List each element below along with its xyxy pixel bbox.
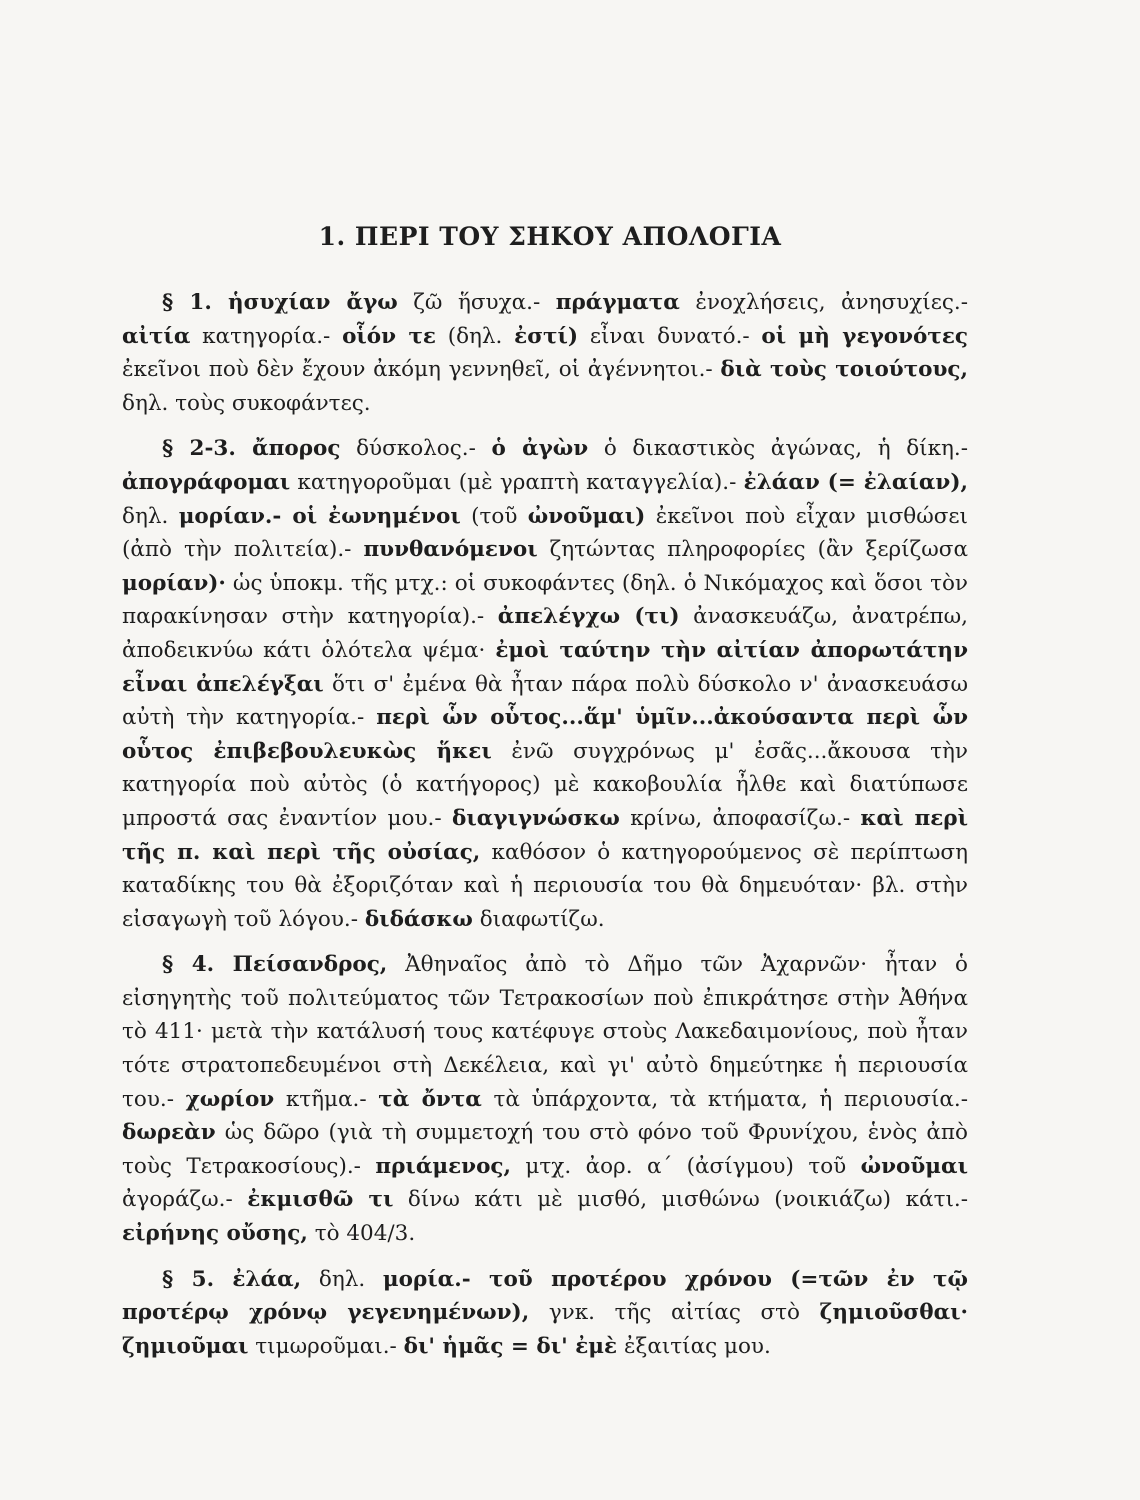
gloss-text: εἶναι δυνατό.- — [578, 323, 762, 349]
gloss-text: γνκ. τῆς αἰτίας στὸ — [529, 1300, 820, 1326]
gloss-text: ζητώντας πληροφορίες (ἂν ξερίζωσα — [537, 537, 968, 563]
gloss-text: δηλ. — [122, 503, 179, 529]
lemma-term: § 1. ἡσυχίαν ἄγω — [162, 290, 398, 315]
commentary-paragraph — [122, 432, 968, 936]
lemma-term: μορίαν)· — [122, 570, 226, 596]
gloss-text: τιμωροῦμαι.- — [248, 1333, 404, 1359]
gloss-text: κατηγοροῦμαι (μὲ γραπτὴ καταγγελία).- — [290, 469, 744, 495]
commentary-paragraph — [122, 948, 968, 1250]
gloss-text: κρίνω, ἀποφασίζω.- — [619, 805, 861, 831]
gloss-text: ἐκεῖνοι ποὺ εἶχαν μισθώσει (ἀπὸ τὴν πολιτεία).- — [122, 503, 968, 563]
lemma-term: ἐστί) — [514, 323, 579, 349]
gloss-text: (τοῦ — [460, 503, 528, 529]
gloss-text: δηλ. τοὺς συκοφάντες. — [122, 390, 371, 416]
lemma-term: μορία.- τοῦ προτέρου χρόνου (=τῶν ἐν τῷ προτέρῳ χρόνῳ γεγενημένων), — [122, 1266, 968, 1326]
gloss-text: δύσκολος.- — [340, 436, 492, 462]
lemma-term: διδάσκω — [364, 906, 473, 932]
gloss-text: ὁ δικαστικὸς ἀγώνας, ἡ δίκη.- — [588, 436, 968, 462]
lemma-term: ζημιοῦσθαι· ζημιοῦμαι — [122, 1300, 968, 1359]
gloss-text: ὡς δῶρο (γιὰ τὴ συμμετοχή του στὸ φόνο τοῦ Φρυνίχου, ἑνὸς ἀπὸ τοὺς Τετρακοσίους).- — [122, 1120, 968, 1179]
lemma-term: ἀπελέγχω (τι) — [497, 604, 680, 630]
lemma-term: ἀπογράφομαι — [122, 469, 291, 495]
gloss-text: ἐκεῖνοι ποὺ δὲν ἔχουν ἀκόμη γεννηθεῖ, οἱ ἀγέννητοι.- — [122, 357, 721, 383]
lemma-term: εἰρήνης οὔσης, — [122, 1221, 308, 1247]
gloss-text: δίνω κάτι μὲ μισθό, μισθώνω (νοικιάζω) κάτι.- — [393, 1187, 968, 1213]
gloss-text: τὰ ὑπάρχοντα, τὰ κτήματα, ἡ περιουσία.- — [481, 1086, 968, 1112]
lemma-term: δι' ἡμᾶς = δι' ἐμὲ — [403, 1333, 618, 1359]
lemma-term: ὠνοῦμαι — [860, 1153, 968, 1179]
lemma-term: ἐκμισθῶ τι — [247, 1187, 394, 1213]
lemma-term: περὶ ὧν οὗτος...ἅμ' ὑμῖν...ἀκούσαντα περὶ ὧν οὗτος ἐπιβεβουλευκὼς ἥκει — [122, 705, 968, 764]
commentary-paragraph — [122, 286, 968, 420]
gloss-text: ἐνῶ συγχρόνως μ' ἐσᾶς...ἄκουσα τὴν κατηγορία ποὺ αὐτὸς (ὁ κατήγορος) μὲ κακοβουλία ἦλθε καὶ διατύπωσε μπροστά σας ἐναντίον μου.- — [122, 738, 968, 831]
gloss-text: κτῆμα.- — [274, 1086, 379, 1112]
lemma-term: πράγματα — [555, 290, 680, 315]
gloss-text: ζῶ ἥσυχα.- — [397, 290, 556, 315]
gloss-text: καθόσον ὁ κατηγορούμενος σὲ περίπτωση καταδίκης του θὰ ἐξοριζόταν καὶ ἡ περιουσία του θὰ δημευόταν· βλ. στὴν εἰσαγωγὴ τοῦ λόγου.- — [122, 839, 968, 932]
gloss-text: διαφωτίζω. — [472, 906, 605, 932]
lemma-term: ὠνοῦμαι) — [527, 503, 646, 529]
gloss-text: ἐξαιτίας μου. — [617, 1333, 771, 1359]
lemma-term: ὁ ἀγὼν — [491, 436, 589, 462]
gloss-text: ὅτι σ' ἐμένα θὰ ἦταν πάρα πολὺ δύσκολο ν' ἀνασκευάσω αὐτὴ τὴν κατηγορία.- — [122, 671, 968, 731]
lemma-term: οἷόν τε — [342, 323, 436, 349]
lemma-term: αἰτία — [122, 323, 191, 349]
lemma-term: διὰ τοὺς τοιούτους, — [720, 357, 969, 383]
lemma-term: καὶ περὶ τῆς π. καὶ περὶ τῆς οὐσίας, — [122, 805, 968, 865]
lemma-term: μορίαν.- οἱ ἐωνημένοι — [178, 503, 461, 529]
lemma-term: τὰ ὄντα — [378, 1086, 482, 1112]
lemma-term: οἱ μὴ γεγονότες — [761, 323, 968, 349]
gloss-text: ἐνοχλήσεις, ἀνησυχίες.- — [679, 290, 968, 315]
lemma-term: δωρεὰν — [122, 1120, 216, 1146]
gloss-text: τὸ 404/3. — [307, 1221, 416, 1247]
gloss-text: Ἀθηναῖος ἀπὸ τὸ Δῆμο τῶν Ἀχαρνῶν· ἦταν ὁ εἰσηγητὴς τοῦ πολιτεύματος τῶν Τετρακοσίων ποὺ ἐπικράτησε στὴν Ἀθήνα τὸ 411· μετὰ τὴν κατάλυσή τους κατέφυγε στοὺς Λακεδαιμονίους, ποὺ ἦταν τότε στρατοπεδευμένοι στὴ Δεκέλεια, καὶ γι' αὐτὸ δημεύτηκε ἡ περιουσία του.- — [122, 952, 968, 1112]
lemma-term: ἐμοὶ ταύτην τὴν αἰτίαν ἀπορωτάτην εἶναι ἀπελέγξαι — [122, 637, 968, 697]
gloss-text: ἀγοράζω.- — [122, 1187, 248, 1213]
gloss-text: δηλ. — [301, 1266, 383, 1292]
commentary-body — [122, 286, 968, 1375]
lemma-term: ἐλάαν (= ἐλαίαν), — [743, 469, 968, 495]
gloss-text: κατηγορία.- — [190, 323, 343, 349]
lemma-term: χωρίον — [185, 1086, 275, 1112]
lemma-term: πριάμενος, — [375, 1153, 511, 1179]
gloss-text: ὡς ὑποκμ. τῆς μτχ.: οἱ συκοφάντες (δηλ. ὁ Νικόμαχος καὶ ὅσοι τὸν παρακίνησαν στὴν κατηγορία).- — [122, 570, 968, 630]
gloss-text: (δηλ. — [435, 323, 515, 349]
lemma-term: πυνθανόμενοι — [363, 537, 538, 563]
gloss-text: ἀνασκευάζω, ἀνατρέπω, ἀποδεικνύω κάτι ὁλότελα ψέμα· — [122, 604, 968, 663]
lemma-term: διαγιγνώσκω — [452, 805, 620, 831]
chapter-title: 1. ΠΕΡΙ ΤΟΥ ΣΗΚΟΥ ΑΠΟΛΟΓΙΑ — [318, 222, 782, 251]
gloss-text: μτχ. ἀορ. α΄ (ἀσίγμου) τοῦ — [511, 1153, 861, 1179]
lemma-term: § 2-3. ἄπορος — [162, 436, 341, 462]
lemma-term: § 4. Πείσανδρος, — [162, 952, 388, 978]
commentary-paragraph — [122, 1263, 968, 1364]
lemma-term: § 5. ἐλάα, — [162, 1266, 302, 1292]
